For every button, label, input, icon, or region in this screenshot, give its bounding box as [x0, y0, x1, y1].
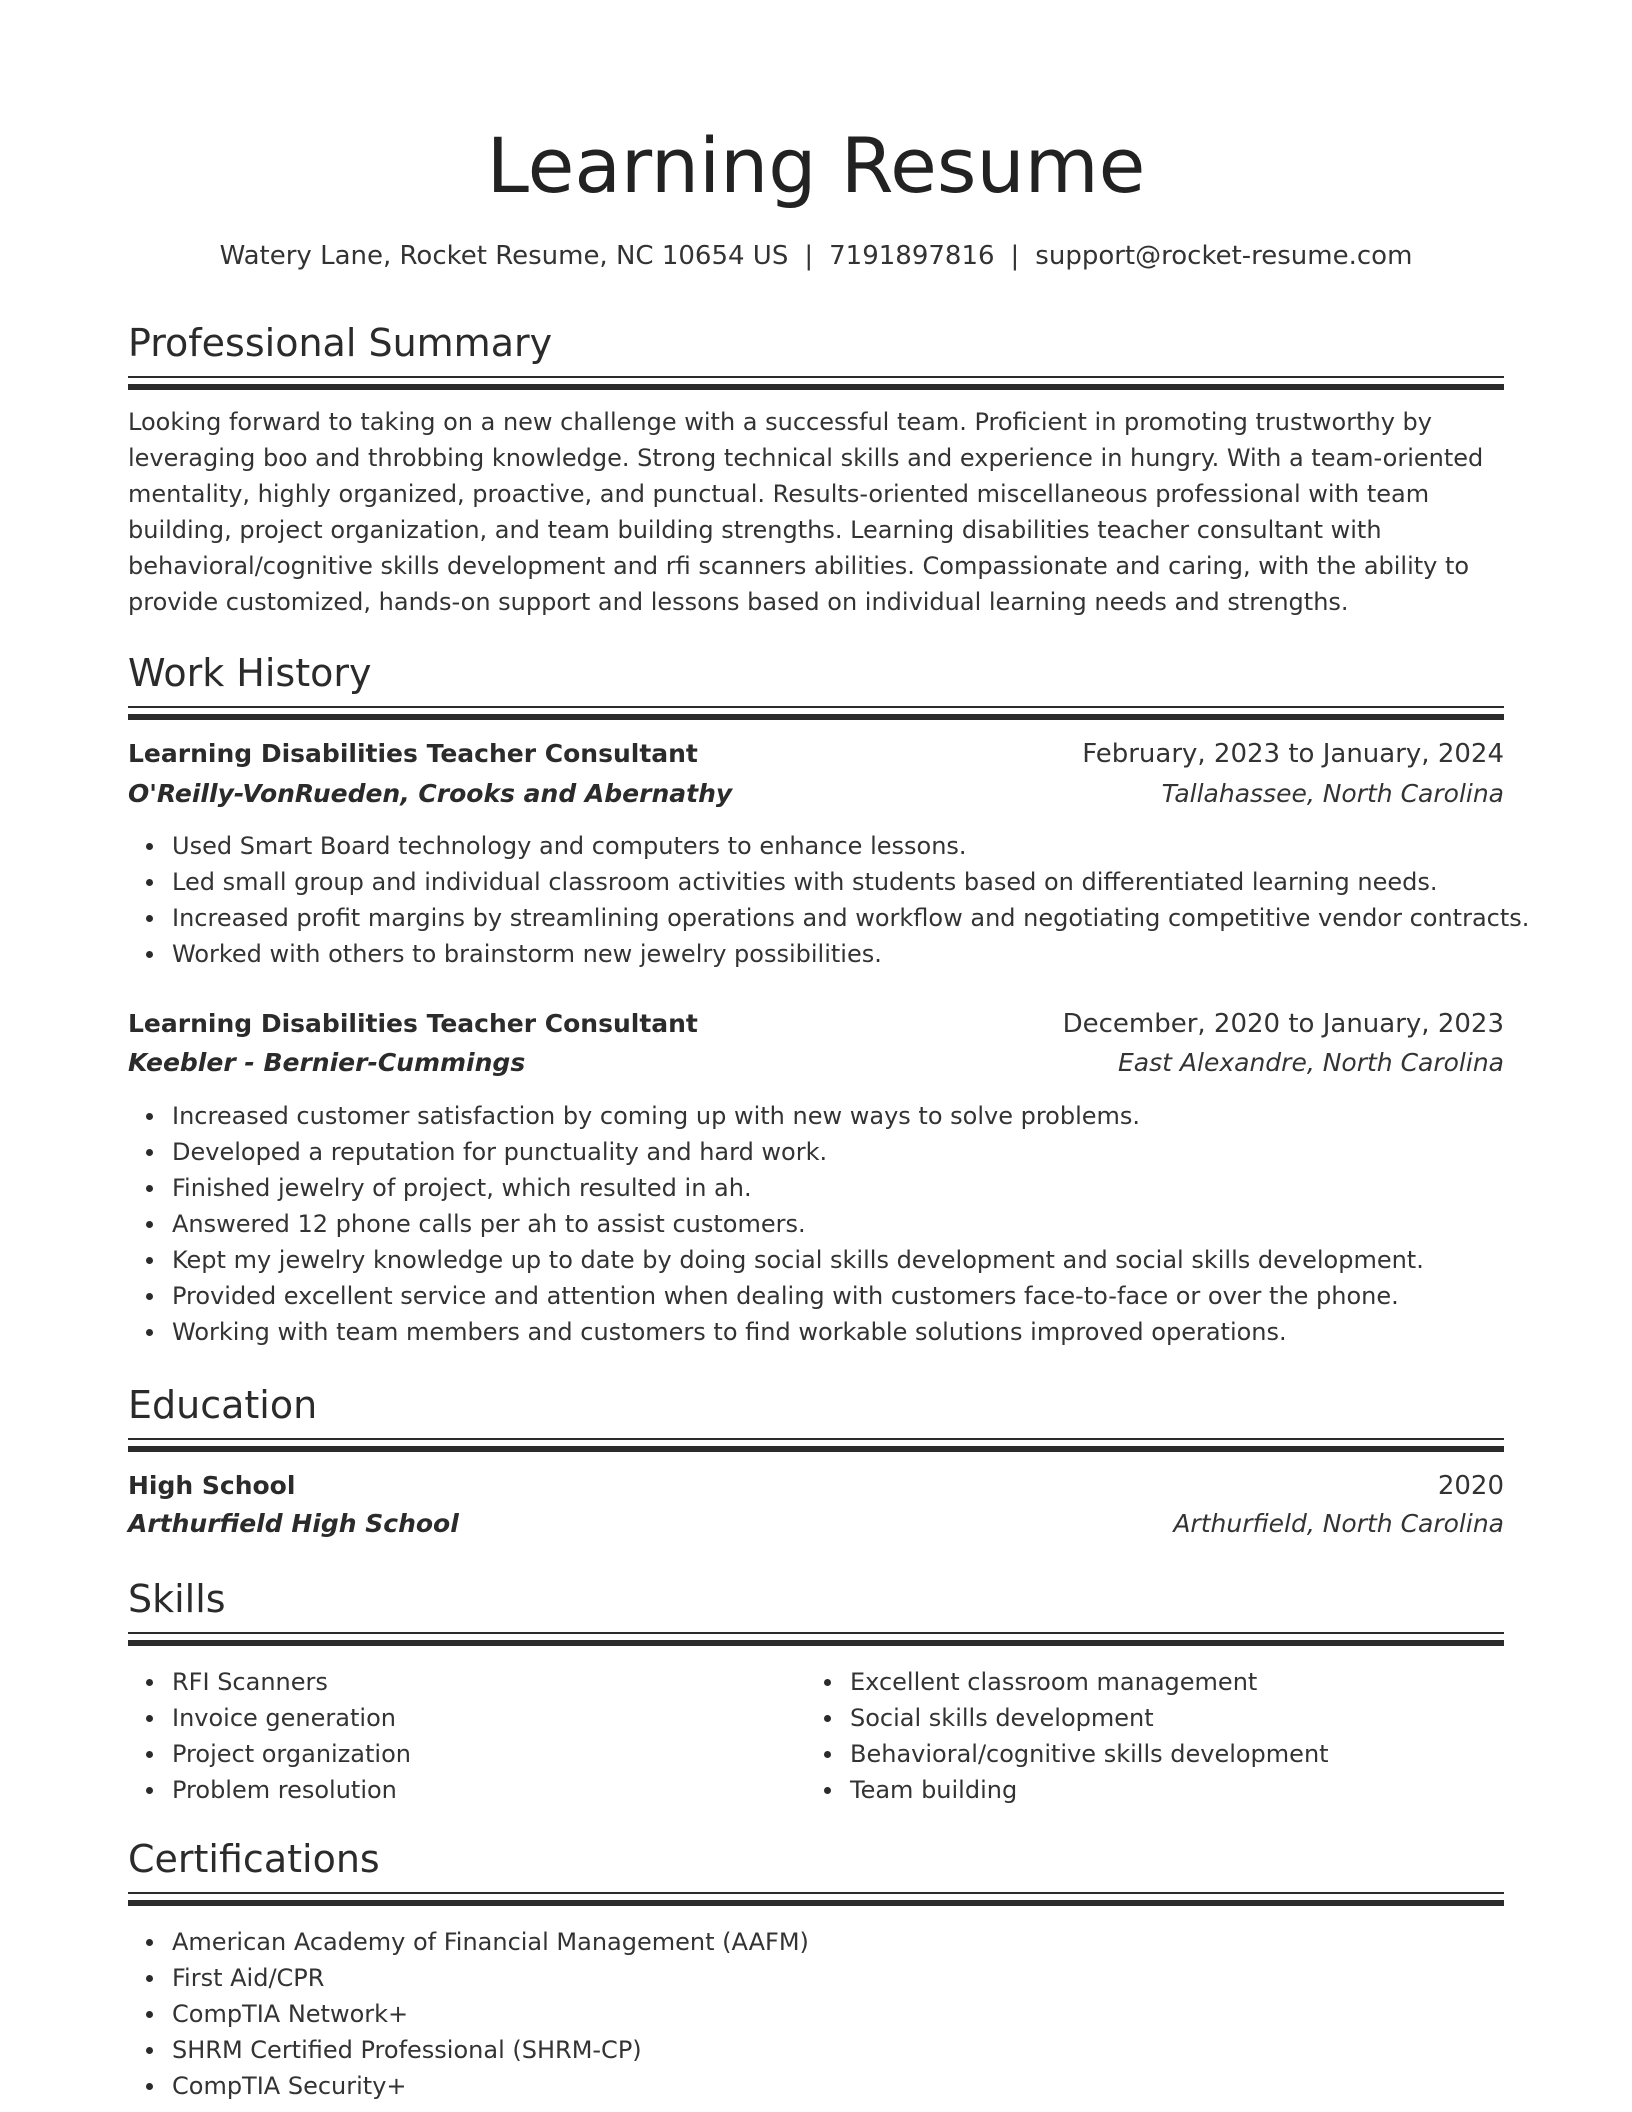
job-employer-row — [128, 1043, 1504, 1083]
skills-list-right — [806, 1664, 1632, 1808]
job-employer: Keebler - Bernier-Cummings — [128, 1048, 526, 1077]
section-divider — [128, 1438, 1504, 1452]
list-item: Led small group and individual classroom activities with students based on differentiated learning needs. — [172, 864, 1504, 900]
certifications-list — [128, 1924, 1504, 2104]
list-item: Increased profit margins by streamlining operations and workflow and negotiating competitive vendor contracts. — [172, 900, 1504, 936]
section-title-work: Work History — [128, 651, 372, 695]
job-dates: February, 2023 to January, 2024 — [1082, 739, 1504, 769]
skill-item: Project organization — [172, 1736, 1504, 1772]
skill-item: RFI Scanners — [172, 1664, 1504, 1700]
contact-separator: | — [1010, 241, 1020, 271]
section-divider — [128, 1892, 1504, 1906]
skill-item: Behavioral/cognitive skills development — [850, 1736, 1632, 1772]
list-item: Provided excellent service and attention when dealing with customers face-to-face or over the phone. — [172, 1278, 1504, 1314]
job-title: Learning Disabilities Teacher Consultant — [128, 739, 698, 768]
skill-item: Social skills development — [850, 1700, 1632, 1736]
skill-item: Team building — [850, 1772, 1632, 1808]
contact-address: Watery Lane, Rocket Resume, NC 10654 US — [219, 241, 789, 271]
education-school-row — [128, 1504, 1504, 1544]
job-location: Tallahassee, North Carolina — [1161, 779, 1504, 808]
job-bullets — [128, 828, 1530, 972]
education-degree: High School — [128, 1471, 296, 1500]
list-item: Increased customer satisfaction by coming up with new ways to solve problems. — [172, 1098, 1504, 1134]
contact-email[interactable]: support@rocket-resume.com — [1035, 241, 1413, 271]
education-year: 2020 — [1437, 1471, 1504, 1501]
contact-line — [128, 236, 1504, 276]
contact-separator: | — [804, 241, 814, 271]
list-item: Finished jewelry of project, which resulted in ah. — [172, 1170, 1504, 1206]
certification-item: CompTIA Security+ — [172, 2068, 1504, 2104]
section-title-certifications: Certifications — [128, 1837, 380, 1881]
job-header — [128, 734, 1504, 774]
job-bullets — [128, 1098, 1504, 1350]
section-divider — [128, 1632, 1504, 1646]
skill-item: Excellent classroom management — [850, 1664, 1632, 1700]
section-divider — [128, 706, 1504, 720]
section-title-summary: Professional Summary — [128, 321, 553, 365]
job-employer: O'Reilly-VonRueden, Crooks and Abernathy — [128, 779, 733, 808]
contact-phone: 7191897816 — [829, 241, 995, 271]
education-header — [128, 1466, 1504, 1506]
skill-item: Problem resolution — [172, 1772, 1504, 1808]
list-item: Kept my jewelry knowledge up to date by doing social skills development and social skills development. — [172, 1242, 1504, 1278]
list-item: Developed a reputation for punctuality and hard work. — [172, 1134, 1504, 1170]
certification-item: American Academy of Financial Management (AAFM) — [172, 1924, 1504, 1960]
skill-item: Invoice generation — [172, 1700, 1504, 1736]
education-school: Arthurfield High School — [128, 1509, 459, 1538]
certification-item: CompTIA Network+ — [172, 1996, 1504, 2032]
job-employer-row — [128, 774, 1504, 814]
resume-name: Learning Resume — [486, 121, 1146, 210]
job-dates: December, 2020 to January, 2023 — [1062, 1009, 1504, 1039]
summary-text: Looking forward to taking on a new challenge with a successful team. Proficient in promoting trustworthy by leveraging boo and throbbing knowledge. Strong technical skills and experience in hungry. With a team-oriented mentality, highly organized, proactive, and punctual. Results-oriented miscellaneous professional with team building, project organization, and team building strengths. Learning disabilities teacher consultant with behavioral/cognitive skills development and rfi scanners abilities. Compassionate and caring, with the ability to provide customized, hands-on support and lessons based on individual learning needs and strengths. — [128, 408, 1484, 616]
section-title-education: Education — [128, 1383, 318, 1427]
list-item: Used Smart Board technology and computers to enhance lessons. — [172, 828, 1504, 864]
list-item: Answered 12 phone calls per ah to assist customers. — [172, 1206, 1504, 1242]
certification-item: First Aid/CPR — [172, 1960, 1504, 1996]
section-divider — [128, 376, 1504, 390]
list-item: Working with team members and customers to find workable solutions improved operations. — [172, 1314, 1504, 1350]
job-title: Learning Disabilities Teacher Consultant — [128, 1009, 698, 1038]
list-item: Worked with others to brainstorm new jewelry possibilities. — [172, 936, 1504, 972]
certification-item: SHRM Certified Professional (SHRM-CP) — [172, 2032, 1504, 2068]
section-title-skills: Skills — [128, 1577, 226, 1621]
job-location: East Alexandre, North Carolina — [1118, 1048, 1504, 1077]
job-header — [128, 1004, 1504, 1044]
education-location: Arthurfield, North Carolina — [1173, 1509, 1504, 1538]
